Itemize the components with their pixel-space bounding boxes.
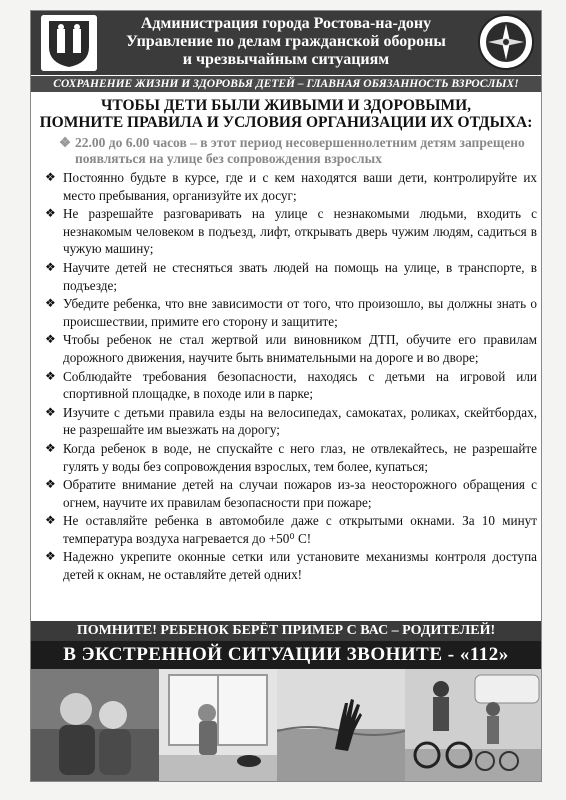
list-item: [45, 331, 537, 366]
list-item-text: Убедите ребенка, что вне зависимости от того, что произошло, вы должны знать о происшествии, примите его сторону и защитите;: [63, 296, 537, 329]
header-line-1: Администрация города Ростова-на-дону: [140, 15, 432, 32]
curfew-notice: [59, 135, 535, 167]
civil-defense-emblem-icon: [477, 13, 535, 71]
list-item: [45, 548, 537, 583]
diamond-bullet-icon: ❖: [59, 135, 72, 150]
list-item-text: Изучите с детьми правила езды на велосипедах, самокатах, роликах, скейтбордах, не разрешайте им выезжать на дорогу;: [63, 404, 537, 438]
list-item: [45, 404, 537, 439]
main-title: [31, 97, 541, 131]
main-title-line-2: ПОМНИТЕ ПРАВИЛА И УСЛОВИЯ ОРГАНИЗАЦИИ ИХ ОТДЫХА:: [39, 114, 533, 131]
list-item-text: Соблюдайте требования безопасности, находясь с детьми на игровой или спортивной площадке, в походе или в парке;: [63, 368, 537, 402]
list-item: [45, 440, 537, 475]
list-item: [45, 259, 537, 294]
diamond-bullet-icon: ❖: [45, 332, 56, 347]
list-item: [45, 295, 537, 330]
diamond-bullet-icon: ❖: [45, 549, 56, 564]
rules-list: [45, 169, 537, 585]
list-item-text: Надежно укрепите оконные сетки или установите механизмы контроля доступа детей к окнам, не оставляйте детей одних!: [63, 549, 537, 583]
list-item-text: Научите детей не стесняться звать людей на помощь на улице, в транспорте, в подъезде;: [63, 259, 537, 293]
list-item-text: Обратите внимание детей на случаи пожаров из-за неосторожного обращения с огнем, научите их правилам безопасности при пожаре;: [63, 477, 537, 510]
diamond-bullet-icon: ❖: [45, 368, 56, 383]
photo-bikes-on-street: [405, 669, 541, 781]
diamond-bullet-icon: ❖: [45, 259, 56, 274]
header-line-3: и чрезвычайным ситуациям: [182, 51, 390, 68]
header-line-2: Управление по делам гражданской обороны: [126, 33, 446, 50]
city-coat-of-arms-icon: [41, 15, 97, 71]
photo-strip: [31, 669, 541, 781]
list-item: [45, 205, 537, 258]
photo-drowning-hand: [277, 669, 405, 781]
list-item-text: Чтобы ребенок не стал жертвой или виновником ДТП, обучите его правилам дорожного движения, научите быть внимательными на дороге и во дворе;: [63, 332, 537, 365]
list-item: [45, 476, 537, 511]
diamond-bullet-icon: ❖: [45, 440, 56, 455]
parents-example-banner: ПОМНИТЕ! РЕБЕНОК БЕРЁТ ПРИМЕР С ВАС – РОДИТЕЛЕЙ!: [31, 621, 541, 641]
leaflet: [30, 10, 542, 782]
photo-child-at-window: [159, 669, 277, 781]
list-item: [45, 368, 537, 403]
diamond-bullet-icon: ❖: [45, 170, 56, 184]
list-item: [45, 512, 537, 547]
diamond-bullet-icon: ❖: [45, 477, 56, 492]
list-item-text: Постоянно будьте в курсе, где и с кем находятся ваши дети, контролируйте их место пребывания, организуйте их досуг;: [63, 170, 537, 203]
diamond-bullet-icon: ❖: [45, 296, 56, 311]
list-item: [45, 169, 537, 204]
curfew-notice-text: 22.00 до 6.00 часов – в этот период несовершеннолетним детям запрещено появляться на улице без сопровождения взрослых: [75, 135, 525, 166]
diamond-bullet-icon: ❖: [45, 206, 56, 221]
diamond-bullet-icon: ❖: [45, 404, 56, 419]
header: [31, 11, 541, 75]
main-title-line-1: ЧТОБЫ ДЕТИ БЫЛИ ЖИВЫМИ И ЗДОРОВЫМИ,: [100, 97, 472, 114]
list-item-text: Не оставляйте ребенка в автомобиле даже с открытыми окнами. За 10 минут температура воздуха нагревается до +50⁰ С!: [63, 513, 537, 546]
slogan-bar: СОХРАНЕНИЕ ЖИЗНИ И ЗДОРОВЬЯ ДЕТЕЙ – ГЛАВНАЯ ОБЯЗАННОСТЬ ВЗРОСЛЫХ!: [31, 76, 541, 92]
header-title: [101, 15, 471, 69]
list-item-text: Не разрешайте разговаривать на улице с незнакомыми людьми, входить с незнакомым человеком в подъезд, лифт, открывать дверь чужим людям, садиться в чужую машину;: [63, 206, 537, 257]
diamond-bullet-icon: ❖: [45, 513, 56, 528]
photo-children-in-car: [31, 669, 159, 781]
emergency-call-banner: В ЭКСТРЕННОЙ СИТУАЦИИ ЗВОНИТЕ - «112»: [31, 641, 541, 669]
list-item-text: Когда ребенок в воде, не спускайте с него глаз, не отвлекайтесь, не разрешайте гулять у воды без сопровождения взрослых, тем более, купаться;: [63, 440, 537, 474]
